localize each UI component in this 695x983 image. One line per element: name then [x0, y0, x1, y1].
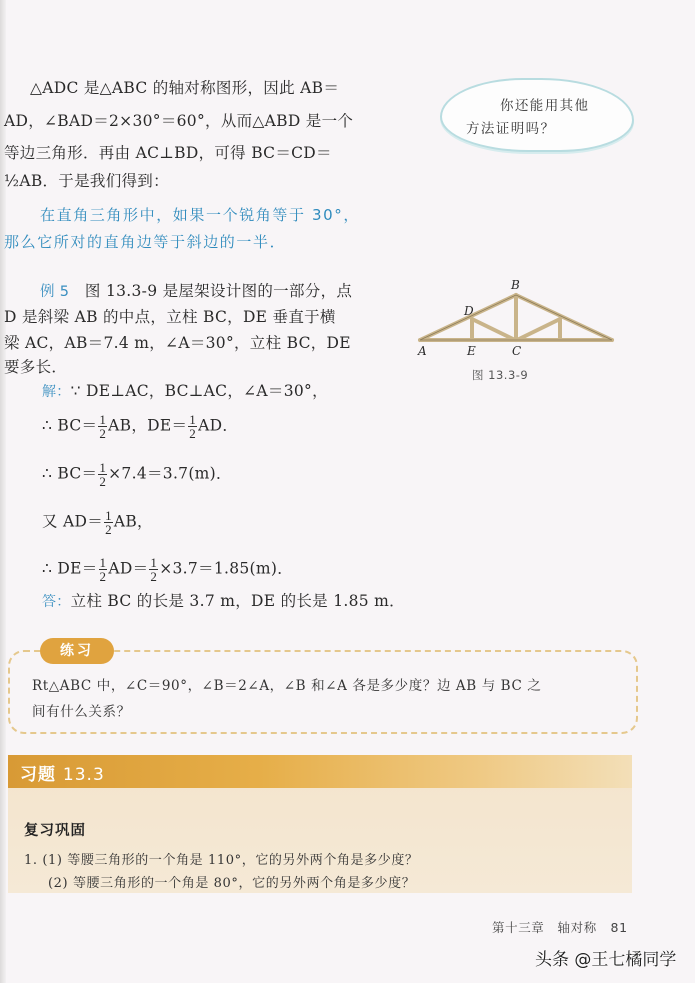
fraction-one-half: $\frac{1}{2}$: [189, 412, 197, 441]
answer-label: 答：: [42, 594, 71, 610]
label-D: D: [464, 304, 474, 318]
watermark: 头条 @王七橘同学: [535, 950, 677, 970]
intro-line-2: AD，∠BAD＝2×30°＝60°，从而△ABD 是一个: [4, 112, 354, 130]
solution-step-5: ∴ DE＝ $\frac{1}{2}$ AD＝ $\frac{1}{2}$ ×3.7＝1.85(m)．: [42, 555, 294, 584]
solution-step-2: ∴ BC＝ $\frac{1}{2}$ AB，DE＝ $\frac{1}{2}$ AD．: [42, 412, 239, 441]
figure-caption: 图 13.3-9: [472, 368, 529, 382]
intro-line-3: 等边三角形．再由 AC⊥BD，可得 BC＝CD＝: [4, 144, 332, 162]
practice-line-1: Rt△ABC 中，∠C＝90°，∠B＝2∠A，∠B 和∠A 各是多少度？边 AB 与 BC 之: [32, 678, 542, 694]
solution-step-3: ∴ BC＝ $\frac{1}{2}$ ×7.4＝3.7(m)．: [42, 460, 232, 489]
example-line-2: D 是斜梁 AB 的中点，立柱 BC，DE 垂直于横: [4, 308, 336, 326]
thought-cloud: [440, 78, 634, 152]
example-label: 例 5: [40, 284, 70, 300]
fraction-one-half: $\frac{1}{2}$: [105, 508, 112, 537]
example-line-1: 图 13.3-9 是屋架设计图的一部分，点: [84, 282, 353, 300]
fraction-one-half: $\frac{1}{2}$: [99, 412, 107, 441]
roof-truss-figure: [412, 278, 622, 378]
exercise-box: [8, 755, 632, 893]
chapter-title: 第十三章 轴对称: [492, 920, 597, 935]
theorem-line-2: 那么它所对的直角边等于斜边的一半．: [4, 233, 287, 251]
solution-label: 解：: [42, 384, 71, 400]
truss-diagram: [412, 278, 622, 378]
example-line-4: 要多长．: [4, 358, 68, 376]
answer-text: 立柱 BC 的长是 3.7 m，DE 的长是 1.85 m．: [70, 592, 405, 610]
fraction-one-half: $\frac{1}{2}$: [150, 555, 158, 584]
label-C: C: [512, 344, 522, 358]
cloud-line-2: 方法证明吗？: [466, 121, 556, 137]
fraction-one-half: $\frac{1}{2}$: [99, 460, 107, 489]
exercise-title: 习题 13.3: [20, 765, 105, 785]
practice-line-2: 间有什么关系？: [32, 704, 131, 720]
fraction-one-half: $\frac{1}{2}$: [99, 555, 107, 584]
label-B: B: [511, 278, 520, 292]
example-line-3: 梁 AC，AB＝7.4 m，∠A＝30°，立柱 BC，DE: [4, 334, 351, 352]
exercise-header: [8, 755, 632, 788]
exercise-item-1-1: 1. (1) 等腰三角形的一个角是 110°，它的另外两个角是多少度？: [24, 853, 419, 868]
solution-step-4: 又 AD＝ $\frac{1}{2}$ AB，: [42, 508, 153, 537]
solution-step-1: ∵ DE⊥AC，BC⊥AC，∠A＝30°，: [70, 382, 328, 400]
page-footer: [492, 918, 628, 936]
label-E: E: [467, 344, 476, 358]
page-number: 81: [610, 920, 628, 935]
theorem-line-1: 在直角三角形中，如果一个锐角等于 30°，: [40, 206, 360, 224]
exercise-item-1-2: (2) 等腰三角形的一个角是 80°，它的另外两个角是多少度？: [48, 876, 416, 891]
cloud-line-1: 你还能用其他: [500, 98, 590, 114]
intro-line-4: ½AB．于是我们得到：: [4, 172, 169, 190]
intro-line-1: △ADC 是△ABC 的轴对称图形，因此 AB＝: [30, 79, 340, 97]
practice-tag: 练习: [40, 638, 114, 664]
review-section-title: 复习巩固: [24, 823, 86, 839]
label-A: A: [418, 344, 427, 358]
